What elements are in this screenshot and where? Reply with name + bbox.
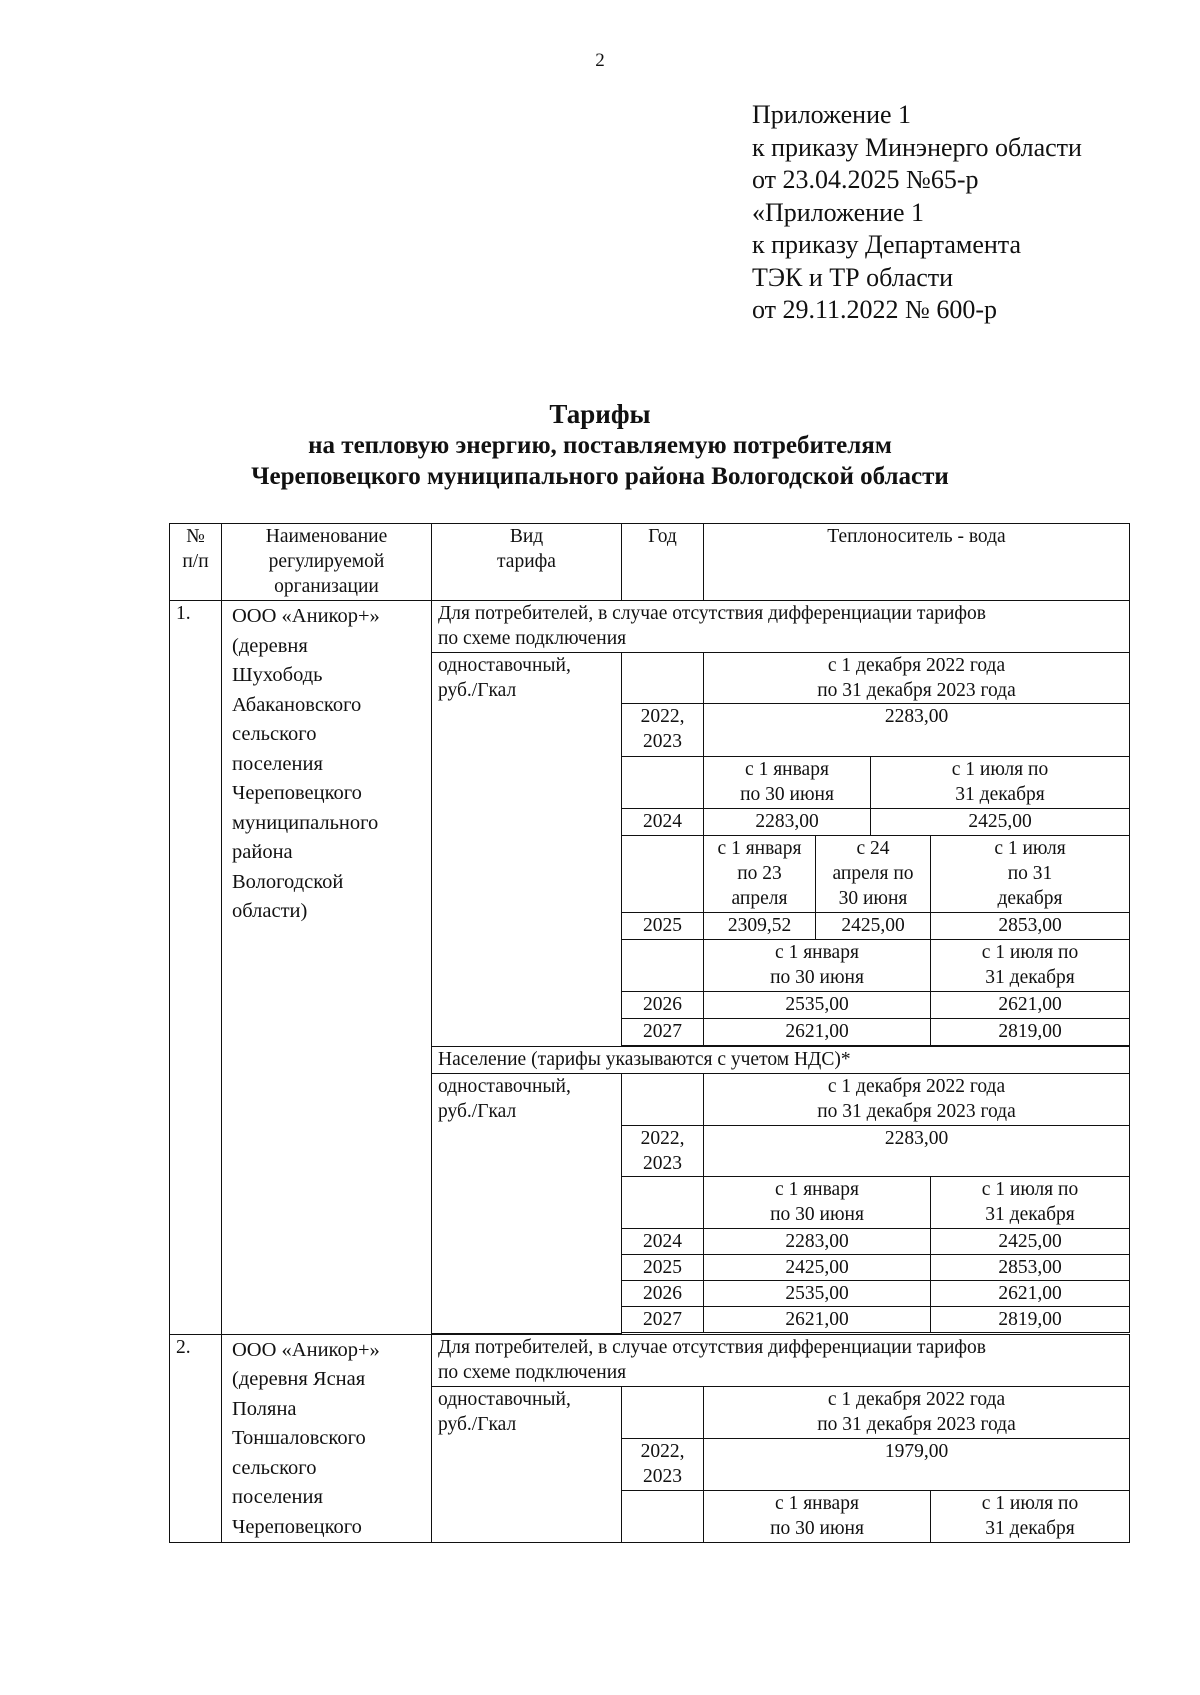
appendix-line: ТЭК и ТР области — [752, 262, 954, 292]
tariff-value: 2621,00 — [931, 1281, 1130, 1307]
tariff-value: 2425,00 — [931, 1229, 1130, 1255]
tariff-value: 2425,00 — [871, 809, 1130, 836]
tariff-value: 2819,00 — [931, 1307, 1130, 1333]
year-cell — [622, 1177, 704, 1229]
period-header: с 1 января по 30 июня — [704, 757, 871, 809]
period-header: с 1 июля по 31 декабря — [871, 757, 1130, 809]
year-cell — [622, 940, 704, 992]
period-header: с 1 июля по 31 декабря — [931, 836, 1130, 913]
tariff-value: 2853,00 — [931, 913, 1130, 940]
consumers-header: Для потребителей, в случае отсутствия дифференциации тарифов по схеме подключения — [432, 601, 1130, 653]
population-header: Население (тарифы указываются с учетом НДС)* — [432, 1047, 1130, 1074]
year-cell: 2025 — [622, 913, 704, 940]
table-header-row — [170, 524, 1130, 601]
tariff-value: 2283,00 — [704, 1229, 931, 1255]
tariff-value: 2819,00 — [931, 1019, 1130, 1046]
tariff-value: 2425,00 — [816, 913, 931, 940]
table-row — [170, 1334, 1130, 1386]
tariff-kind: одноставочный, руб./Гкал — [432, 653, 622, 1047]
tariff-value: 2621,00 — [704, 1019, 931, 1046]
organization-name: ООО «Аникор+» (деревня Шухободь Абакановского сельского поселения Череповецкого муниципального района Вологодской области) — [222, 601, 432, 1335]
period-header: с 1 декабря 2022 года по 31 декабря 2023 года — [704, 1074, 1130, 1126]
year-cell: 2027 — [622, 1019, 704, 1046]
year-cell — [622, 1386, 704, 1439]
year-cell — [622, 653, 704, 704]
title-line: Тарифы — [549, 399, 651, 429]
table-row — [170, 601, 1130, 653]
consumers-header: Для потребителей, в случае отсутствия дифференциации тарифов по схеме подключения — [432, 1334, 1130, 1386]
period-header: с 1 июля по 31 декабря — [931, 1491, 1130, 1543]
year-cell — [622, 757, 704, 809]
appendix-line: от 29.11.2022 № 600-р — [752, 295, 998, 324]
tariff-value: 2853,00 — [931, 1255, 1130, 1281]
appendix-line: к приказу Департамента — [752, 230, 1022, 259]
year-cell: 2026 — [622, 1281, 704, 1307]
tariff-table — [169, 523, 1130, 1543]
appendix-line: к приказу Минэнерго области — [752, 132, 1082, 162]
appendix-line: Приложение 1 — [752, 100, 912, 129]
tariff-kind: одноставочный, руб./Гкал — [432, 1386, 622, 1543]
period-header: с 1 июля по 31 декабря — [931, 1177, 1130, 1229]
header-carrier: Теплоноситель - вода — [704, 524, 1130, 601]
appendix-block — [752, 99, 1082, 327]
row-number: 1. — [170, 601, 222, 1335]
period-header: с 24 апреля по 30 июня — [816, 836, 931, 913]
tariff-value: 2283,00 — [704, 704, 1130, 757]
row-number: 2. — [170, 1334, 222, 1543]
period-header: с 1 января по 30 июня — [704, 1177, 931, 1229]
year-cell — [622, 1074, 704, 1126]
title-line: на тепловую энергию, поставляемую потребителям — [308, 432, 892, 459]
year-cell: 2027 — [622, 1307, 704, 1333]
header-tariff-type: Вид тарифа — [432, 524, 622, 601]
header-year: Год — [622, 524, 704, 601]
appendix-line: «Приложение 1 — [752, 197, 925, 227]
period-header: с 1 декабря 2022 года по 31 декабря 2023 года — [704, 653, 1130, 704]
year-cell: 2024 — [622, 809, 704, 836]
year-cell: 2024 — [622, 1229, 704, 1255]
document-title — [0, 398, 1200, 492]
year-cell: 2026 — [622, 992, 704, 1019]
period-header: с 1 января по 30 июня — [704, 1491, 931, 1543]
tariff-kind: одноставочный, руб./Гкал — [432, 1074, 622, 1334]
period-header: с 1 января по 23 апреля — [704, 836, 816, 913]
tariff-value: 2535,00 — [704, 992, 931, 1019]
page-number: 2 — [595, 50, 605, 71]
year-cell: 2025 — [622, 1255, 704, 1281]
year-cell: 2022, 2023 — [622, 704, 704, 757]
appendix-line: от 23.04.2025 №65-р — [752, 165, 979, 194]
year-cell: 2022, 2023 — [622, 1439, 704, 1491]
tariff-value: 2535,00 — [704, 1281, 931, 1307]
tariff-value: 1979,00 — [704, 1439, 1130, 1491]
year-cell: 2022, 2023 — [622, 1126, 704, 1177]
organization-name: ООО «Аникор+» (деревня Ясная Поляна Тоншаловского сельского поселения Череповецкого — [222, 1334, 432, 1543]
tariff-value: 2621,00 — [931, 992, 1130, 1019]
tariff-value: 2621,00 — [704, 1307, 931, 1333]
period-header: с 1 января по 30 июня — [704, 940, 931, 992]
year-cell — [622, 836, 704, 913]
header-org: Наименование регулируемой организации — [222, 524, 432, 601]
title-line: Череповецкого муниципального района Вологодской области — [251, 463, 949, 490]
period-header: с 1 июля по 31 декабря — [931, 940, 1130, 992]
header-num: № п/п — [170, 524, 222, 601]
tariff-value: 2309,52 — [704, 913, 816, 940]
tariff-value: 2283,00 — [704, 1126, 1130, 1177]
year-cell — [622, 1491, 704, 1543]
tariff-value: 2283,00 — [704, 809, 871, 836]
tariff-value: 2425,00 — [704, 1255, 931, 1281]
period-header: с 1 декабря 2022 года по 31 декабря 2023 года — [704, 1386, 1130, 1439]
